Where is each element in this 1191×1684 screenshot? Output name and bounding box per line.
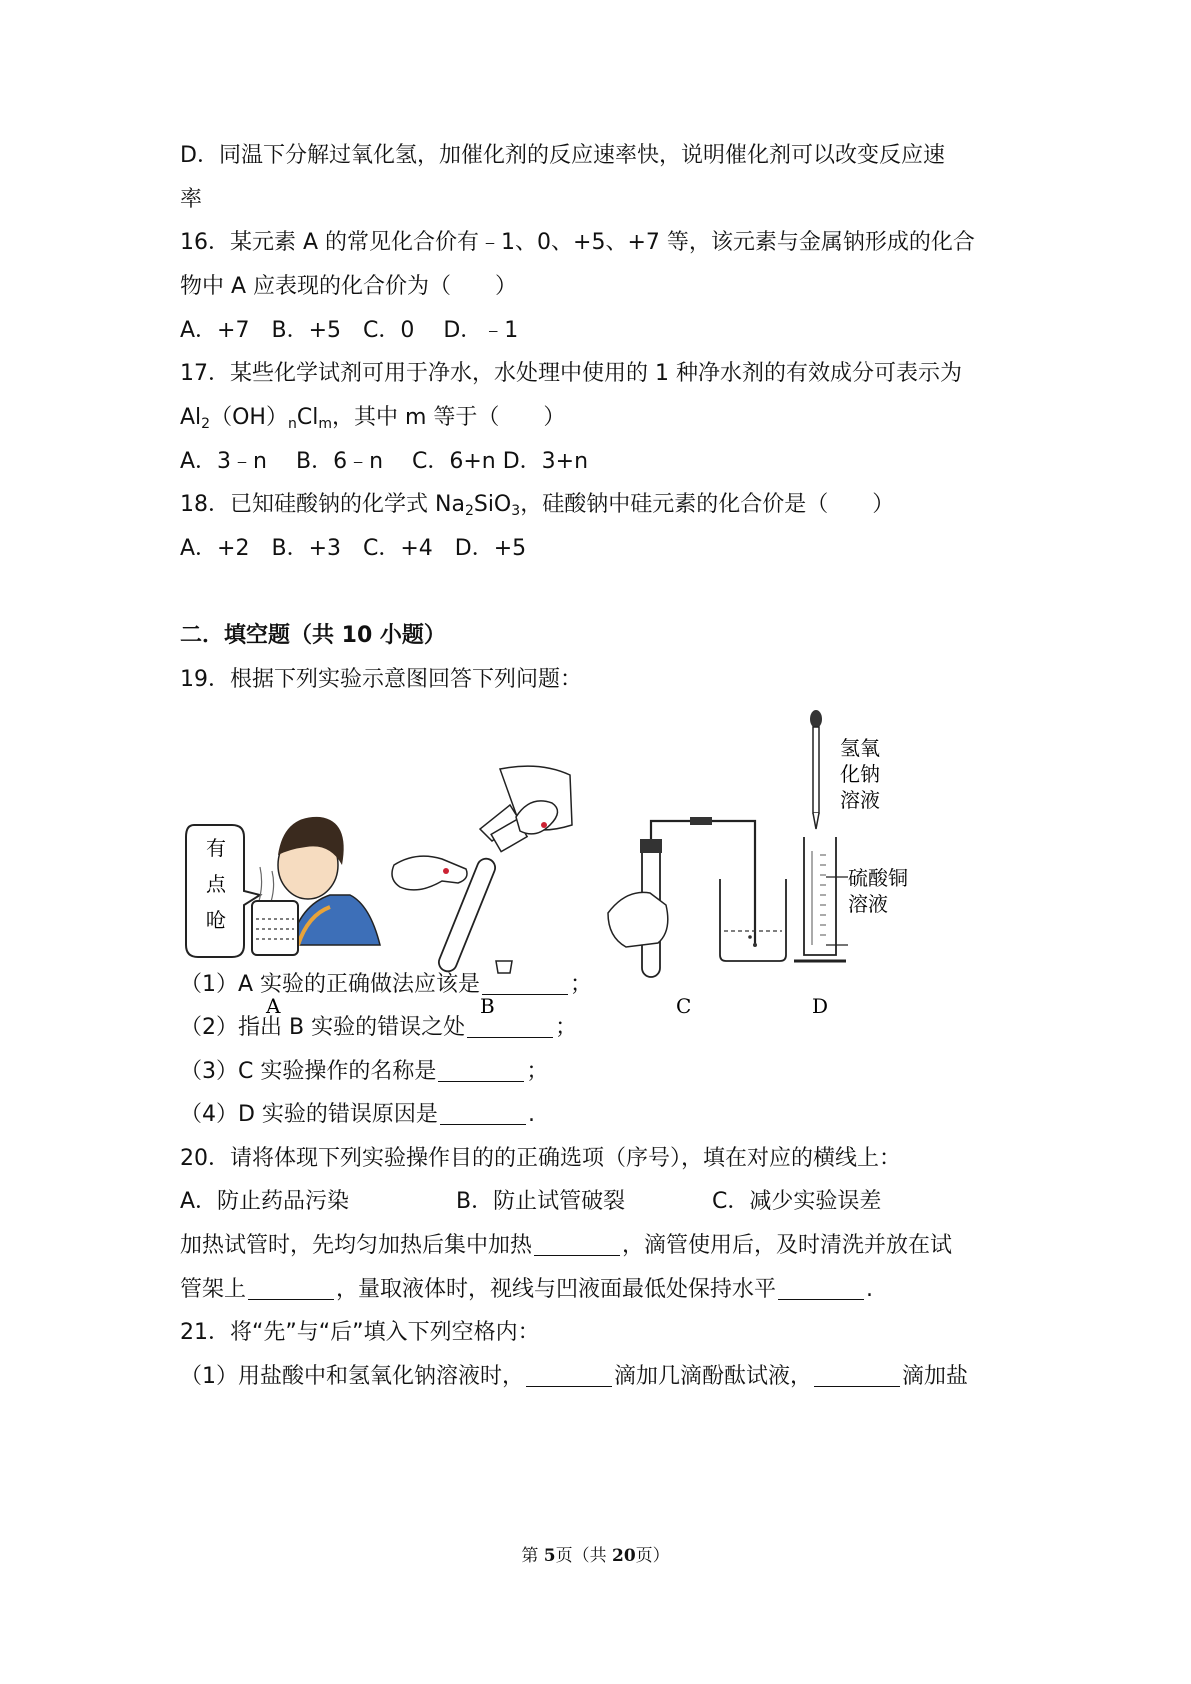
q19-sub2-end: ； [555, 1015, 578, 1040]
bubble-char-3: 呛 [206, 908, 226, 932]
figure-c-airtightness-check [608, 817, 786, 977]
q17-formula-al: Al [180, 405, 202, 430]
q17-formula-cl: Cl [296, 405, 319, 430]
q21-sub1-b: 滴加几滴酚酞试液， [614, 1364, 813, 1389]
answer-blank[interactable] [438, 1059, 524, 1082]
q15-option-d-line1: D．同温下分解过氧化氢，加催化剂的反应速率快，说明催化剂可以改变反应速 [180, 143, 945, 168]
q20-stem: 20．请将体现下列实验操作目的的正确选项（序号），填在对应的横线上： [180, 1146, 901, 1171]
figure-label-d: D [812, 994, 829, 1018]
q20-option-b: B．防止试管破裂 [456, 1189, 626, 1214]
q20-line1-b: ，滴管使用后，及时清洗并放在试 [622, 1233, 953, 1258]
q20-line2-end: . [866, 1277, 874, 1302]
q19-sub4-end: . [527, 1102, 535, 1127]
answer-blank[interactable] [248, 1277, 334, 1300]
q18-stem-pre: 18．已知硅酸钠的化学式 Na [180, 492, 465, 517]
naoh-label-line3: 溶液 [840, 788, 880, 812]
q19-sub1-end: ； [570, 972, 593, 997]
q20-line1 [180, 1231, 1020, 1261]
q19-sub3 [180, 1057, 1020, 1087]
footer-pre: 第 [521, 1546, 544, 1566]
answer-blank[interactable] [467, 1015, 553, 1038]
q21-sub1 [180, 1362, 1020, 1392]
q20-option-c: C．减少实验误差 [712, 1189, 882, 1214]
q19-sub4 [180, 1100, 1020, 1130]
q17-stem-line1: 17．某些化学试剂可用于净水，水处理中使用的 1 种净水剂的有效成分可表示为 [180, 361, 962, 386]
cuso4-label-line1: 硫酸铜 [848, 866, 908, 890]
footer-page-number: 5 [543, 1546, 556, 1566]
section-2-title: 二．填空题（共 10 小题） [180, 623, 446, 648]
q19-sub1 [180, 970, 1020, 1000]
q18-stem-post: ，硅酸钠中硅元素的化合价是（ ） [520, 492, 895, 517]
q16-stem-line2: 物中 A 应表现的化合价为（ ） [180, 274, 518, 299]
answer-blank[interactable] [778, 1277, 864, 1300]
q20-line2-b: ，量取液体时，视线与凹液面最低处保持水平 [336, 1277, 777, 1302]
q20-line2-a: 管架上 [180, 1277, 247, 1302]
naoh-label-line2: 化钠 [840, 762, 880, 786]
q18-subscript-1: 2 [464, 503, 474, 519]
figure-label-b: B [480, 994, 495, 1018]
q17-stem-rest: ，其中 m 等于（ ） [331, 405, 566, 430]
q17-stem-line2 [180, 403, 1020, 433]
figure-a-person-smelling [252, 817, 380, 955]
q16-stem-line1: 16．某元素 A 的常见化合价有﹣1、0、+5、+7 等，该元素与金属钠形成的化合 [180, 230, 975, 255]
answer-blank[interactable] [440, 1102, 526, 1125]
q17-formula-oh: （OH） [210, 405, 288, 430]
figure-b-pouring [392, 766, 572, 974]
naoh-label-line1: 氢氧 [840, 736, 880, 760]
q18-subscript-2: 3 [511, 503, 521, 519]
q20-option-a: A．防止药品污染 [180, 1189, 350, 1214]
answer-blank[interactable] [526, 1364, 612, 1387]
q19-sub2 [180, 1013, 1020, 1043]
q17-formula-n-subscript: n [287, 416, 297, 432]
figure-a-speech-bubble [186, 825, 260, 957]
footer-total-pages: 20 [611, 1546, 636, 1566]
q19-sub1-text: （1）A 实验的正确做法应该是 [180, 972, 481, 997]
bubble-char-2: 点 [206, 872, 226, 896]
bubble-char-1: 有 [206, 836, 226, 860]
answer-blank[interactable] [814, 1364, 900, 1387]
footer-post: 页） [635, 1546, 670, 1566]
answer-blank[interactable] [482, 972, 568, 995]
q19-sub4-text: （4）D 实验的错误原因是 [180, 1102, 438, 1127]
q17-formula-m-subscript: m [318, 416, 332, 432]
q20-line2 [180, 1275, 1020, 1305]
q21-sub1-a: （1）用盐酸中和氢氧化钠溶液时， [180, 1364, 524, 1389]
q19-sub3-end: ； [526, 1059, 549, 1084]
q15-option-d-line2: 率 [180, 187, 203, 212]
q18-options: A．+2 B．+3 C．+4 D．+5 [180, 536, 527, 561]
q18-stem [180, 490, 1020, 520]
q19-sub3-text: （3）C 实验操作的名称是 [180, 1059, 437, 1084]
figure-label-c: C [676, 994, 692, 1018]
footer-mid: 页（共 [555, 1546, 612, 1566]
q19-sub2-text: （2）指出 B 实验的错误之处 [180, 1015, 466, 1040]
q17-formula-al-subscript: 2 [201, 416, 211, 432]
figure-d-dropper-cylinder [794, 710, 908, 961]
cuso4-label-line2: 溶液 [848, 892, 888, 916]
q20-line1-a: 加热试管时，先均匀加热后集中加热 [180, 1233, 533, 1258]
q17-options: A．3﹣n B．6﹣n C．6+n D．3+n [180, 449, 589, 474]
q16-options: A．+7 B．+5 C．0 D．﹣1 [180, 318, 519, 343]
q20-options [180, 1187, 1020, 1217]
q18-stem-mid: SiO [473, 492, 512, 517]
answer-blank[interactable] [534, 1233, 620, 1256]
page-footer [0, 1541, 1191, 1566]
q19-stem: 19．根据下列实验示意图回答下列问题： [180, 667, 582, 692]
q21-stem: 21．将“先”与“后”填入下列空格内： [180, 1320, 540, 1345]
q21-sub1-c: 滴加盐 [902, 1364, 969, 1389]
figure-label-a: A [266, 994, 281, 1018]
